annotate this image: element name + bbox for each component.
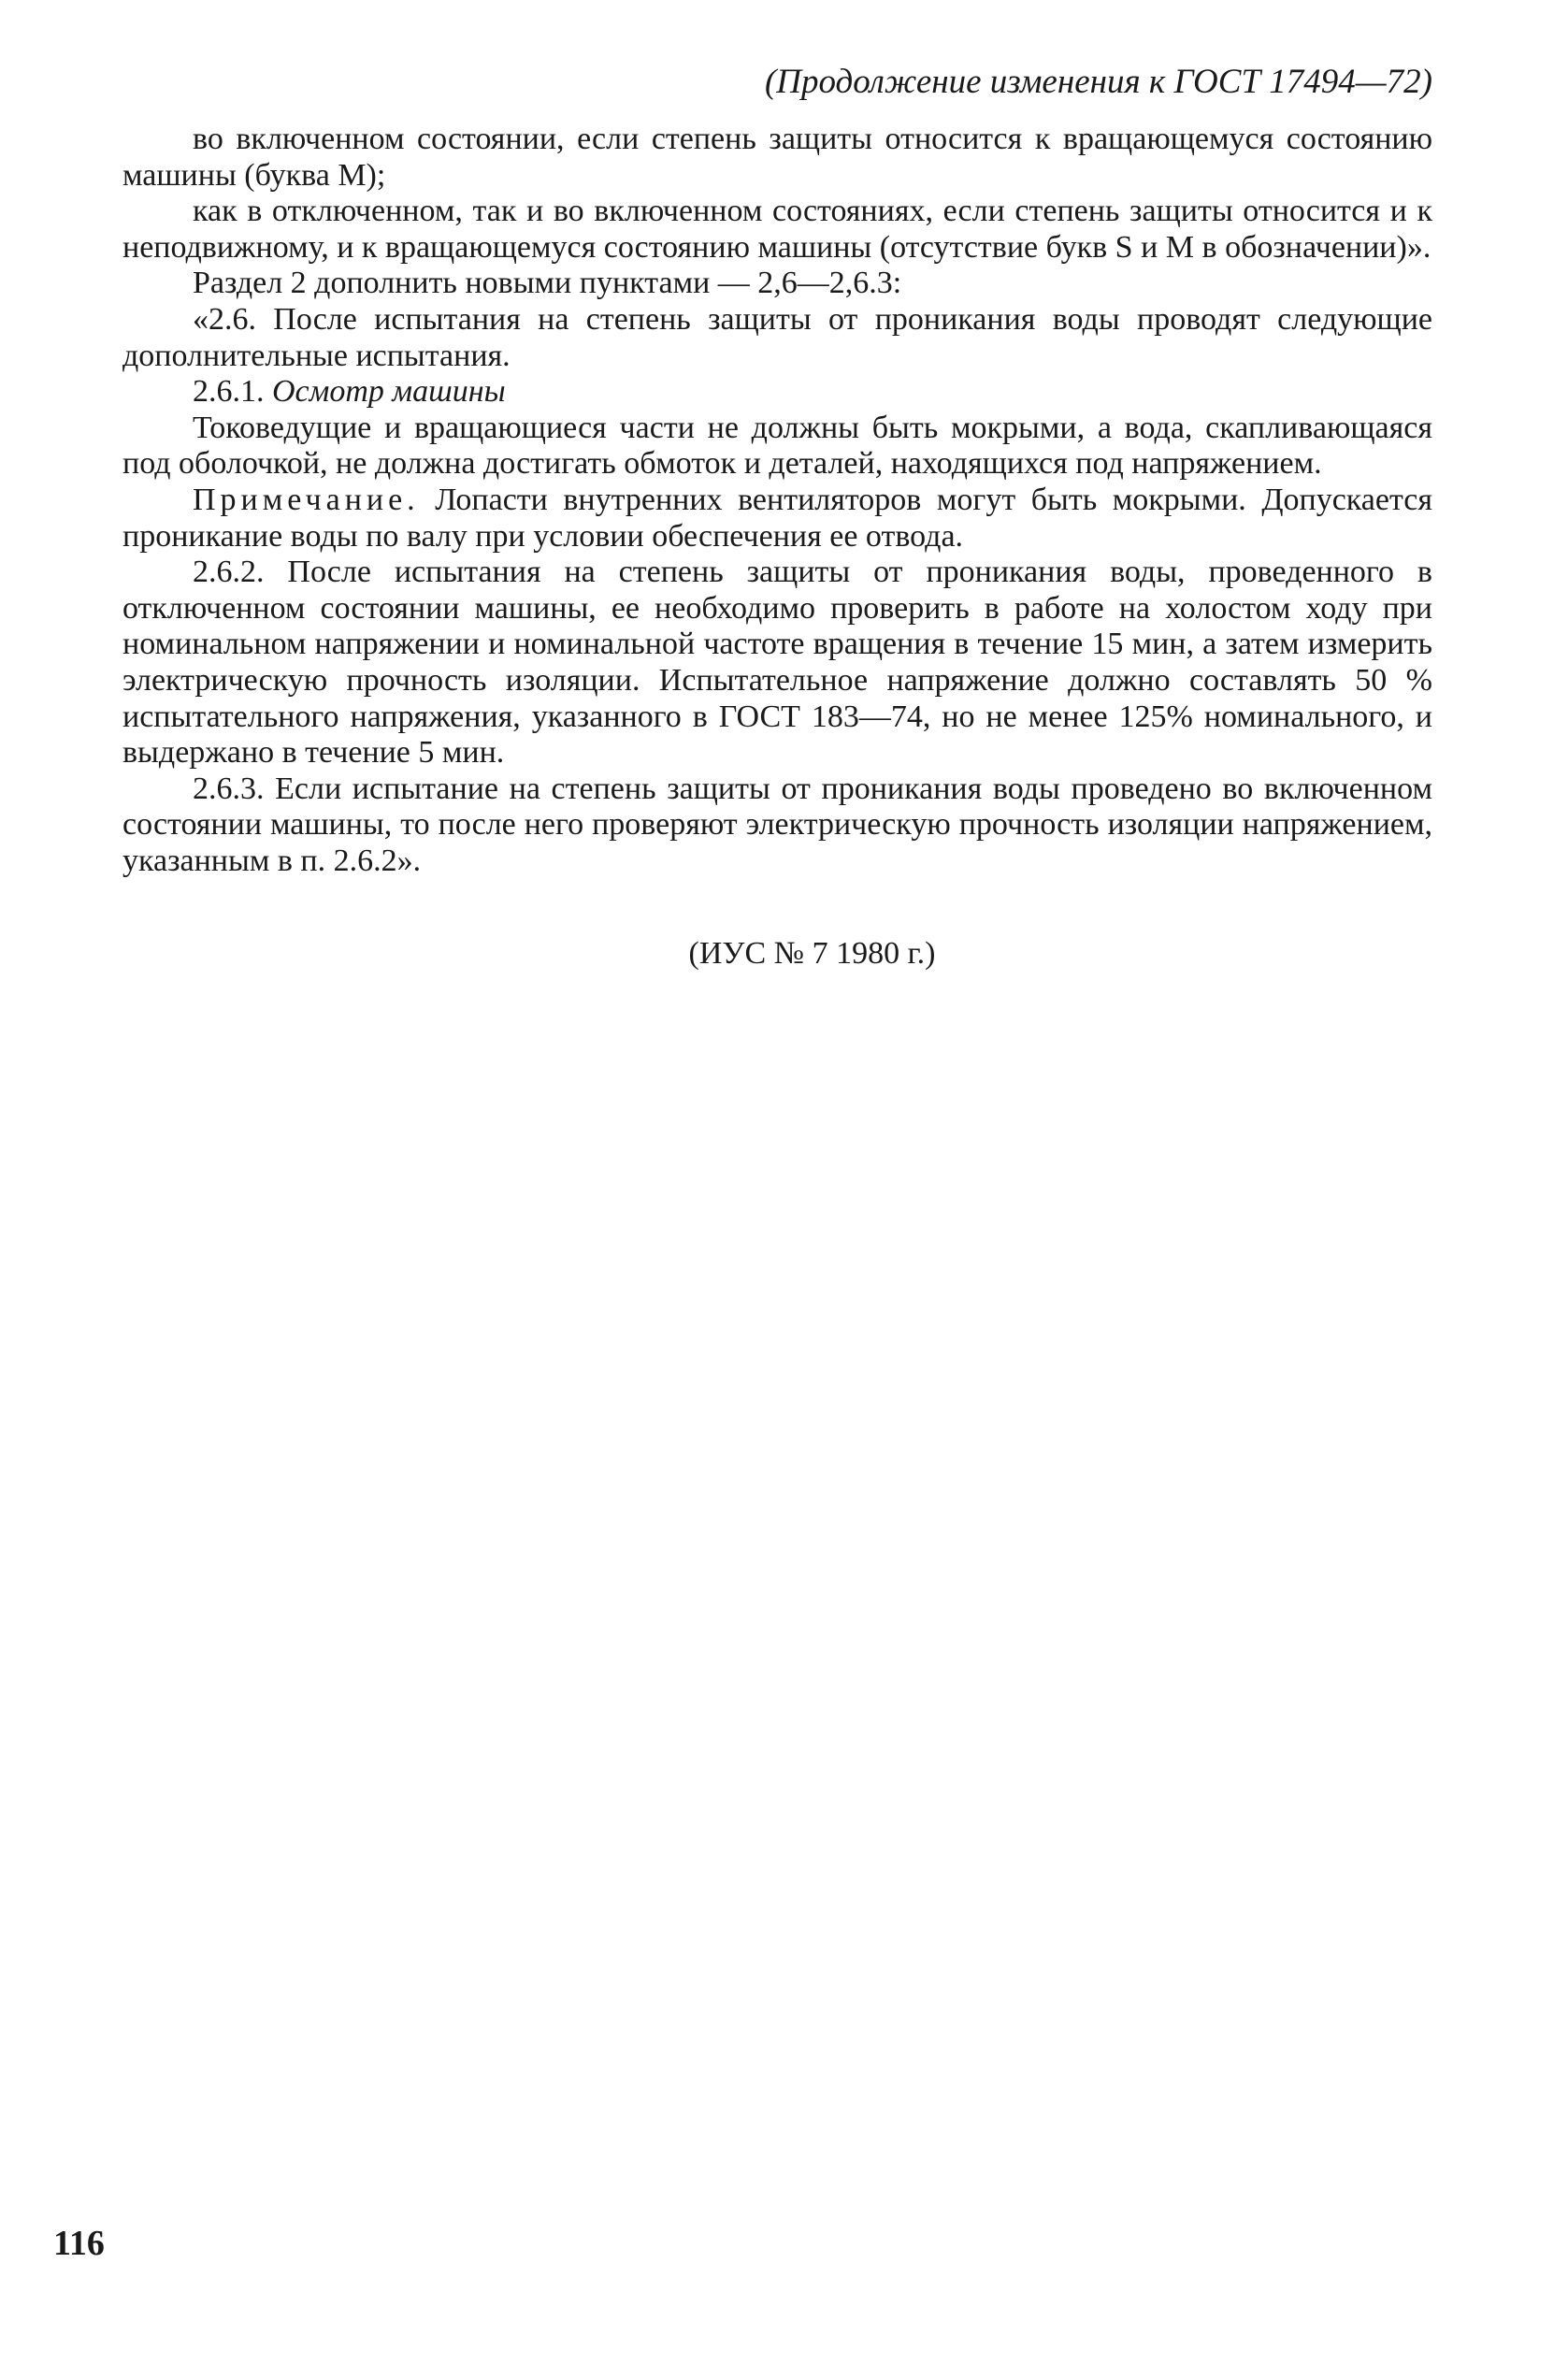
paragraph-both-states: как в отключенном, так и во включенном состояниях, если степень защиты относится и к неподвижному, и к вращающемуся состоянию машины (отсутствие букв S и М в обозначении)». (122, 194, 1432, 265)
paragraph-section-2-addition: Раздел 2 дополнить новыми пунктами — 2,6—2,6.3: (193, 266, 902, 301)
note-label: Примечание. (193, 482, 420, 517)
clause-2-6-1-heading (122, 374, 1432, 411)
paragraph-rotating-state: во включенном состоянии, если степень защиты относится к вращающемуся состоянию машины (буква М); (122, 122, 1432, 193)
page-number: 116 (53, 2224, 105, 2263)
clause-2-6-1-text: Токоведущие и вращающиеся части не должны быть мокрыми, а вода, скапливающаяся под оболочкой, не должна достигать обмоток и деталей, находящихся под напряжением. (122, 410, 1432, 482)
paragraph-clause-2-6: «2.6. После испытания на степень защиты от проникания воды проводят следующие дополнительные испытания. (122, 301, 1432, 373)
note-paragraph (122, 483, 1432, 555)
note-text: Лопасти внутренних вентиляторов могут быть мокрыми. Допускается проникание воды по валу при условии обеспечения ее отвода. (122, 482, 1432, 554)
document-body (122, 122, 1432, 879)
continuation-header: (Продолжение изменения к ГОСТ 17494—72) (764, 63, 1432, 101)
clause-2-6-1-title: Осмотр машины (272, 374, 506, 410)
clause-2-6-2-text: 2.6.2. После испытания на степень защиты от проникания воды, проведенного в отключенном состоянии машины, ее необходимо проверить в работе на холостом ходу при номинальном напряжении и номинальной частоте вращения в течение 15 мин, а затем измерить электрическую прочность изоляции. Испытательное напряжение должно составлять 50 % испытательного напряжения, указанного в ГОСТ 183—74, но не менее 125% номинального, и выдержано в течение 5 мин. (122, 555, 1432, 771)
clause-2-6-1-number: 2.6.1. (193, 374, 265, 410)
source-reference: (ИУС № 7 1980 г.) (688, 936, 936, 971)
clause-2-6-3-text: 2.6.3. Если испытание на степень защиты от проникания воды проведено во включенном состоянии машины, то после него проверяют электрическую прочность изоляции напряжением, указанным в п. 2.6.2». (122, 771, 1432, 878)
